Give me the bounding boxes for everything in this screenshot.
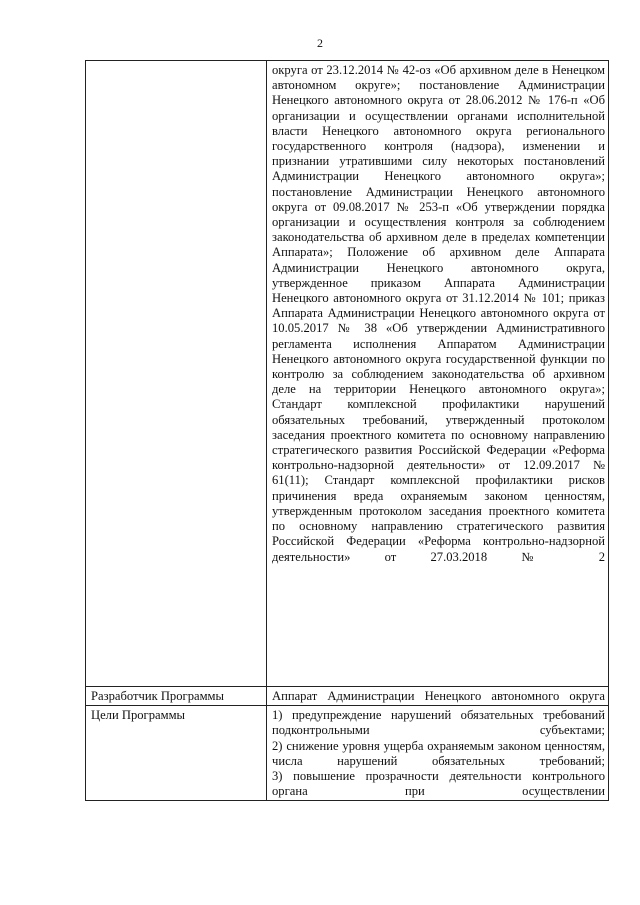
row-label-goals: Цели Программы xyxy=(86,706,267,801)
legal-basis-text: округа от 23.12.2014 № 42-оз «Об архивном деле в Ненецком автономном округе»; постановление Администрации Ненецкого автономного округа от 28.06.2012 № 176-п «Об организации и осуществлении органами исполнительной власти Ненецкого автономного округа регионального государственного контроля (надзора), изменении и признании утратившими силу некоторых постановлений Администрации Ненецкого автономного округа»; постановление Администрации Ненецкого автономного округа от 09.08.2017 № 253-п «Об утверждении порядка организации и осуществления контроля за соблюдением законодательства об архивном деле в пределах компетенции Аппарата»; Положение об архивном деле Аппарата Администрации Ненецкого автономного округа, утвержденное приказом Аппарата Администрации Ненецкого автономного округа от 31.12.2014 № 101; приказ Аппарата Администрации Ненецкого автономного округа от 10.05.2017 № 38 «Об утверждении Административного регламента исполнения Аппаратом Администрации Ненецкого автономного округа государственной функции по контролю за соблюдением законодательства об архивном деле на территории Ненецкого автономного округа»; Стандарт комплексной профилактики нарушений обязательных требований, утвержденный протоколом заседания проектного комитета по основному направлению стратегического развития Российской Федерации «Реформа контрольно-надзорной деятельности» от 12.09.2017 № 61(11); Стандарт комплексной профилактики рисков причинения вреда охраняемым законом ценностям, утвержденным протоколом заседания проектного комитета по основному направлению стратегического развития Российской Федерации «Реформа контрольно-надзорной деятельности» от 27.03.2018 № 2 xyxy=(267,61,609,687)
row-label-developer: Разработчик Программы xyxy=(86,687,267,706)
table-row xyxy=(86,687,609,706)
goals-list xyxy=(267,706,609,801)
table-row xyxy=(86,706,609,801)
program-passport-table xyxy=(85,60,609,801)
page-number: 2 xyxy=(317,36,323,50)
table-row xyxy=(86,61,609,687)
goal-item: 1) предупреждение нарушений обязательных требований подконтрольными субъектами; xyxy=(272,708,605,738)
goal-item: 3) повышение прозрачности деятельности контрольного органа при осуществлении xyxy=(272,769,605,799)
row-label xyxy=(86,61,267,687)
goal-item: 2) снижение уровня ущерба охраняемым законом ценностям, числа нарушений обязательных требований; xyxy=(272,738,605,768)
developer-value: Аппарат Администрации Ненецкого автономного округа xyxy=(267,687,609,706)
